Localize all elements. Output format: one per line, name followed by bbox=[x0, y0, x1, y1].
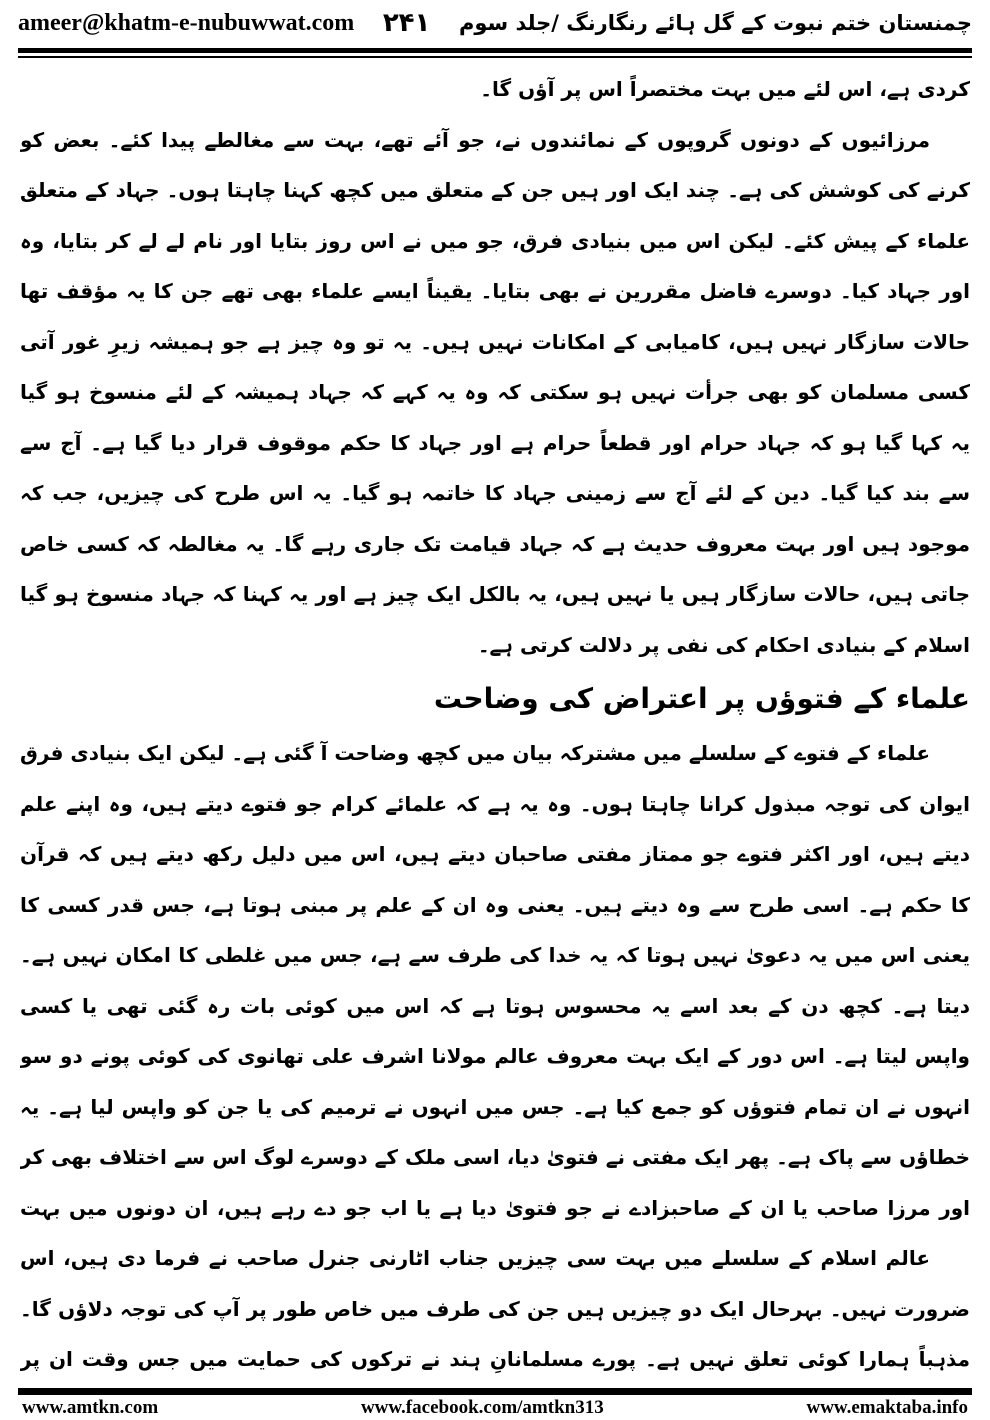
text-line: کردی ہے، اس لئے میں بہت مختصراً اس پر آؤں گا۔ bbox=[480, 77, 970, 101]
text-line: حالات سازگار نہیں ہیں، کامیابی کے امکانات نہیں ہیں۔ یہ تو وہ چیز ہے جو ہمیشہ زیرِ غور آتی bbox=[20, 329, 970, 354]
text-line: کسی مسلمان کو بھی جرأت نہیں ہو سکتی کہ وہ یہ کہے کہ جہاد ہمیشہ کے لئے منسوخ ہو گیا bbox=[20, 380, 970, 404]
text-line: سے بند کیا گیا۔ دین کے لئے آج سے زمینی جہاد کا خاتمہ ہو گیا۔ یہ اس طرح کی چیزیں، جب کہ bbox=[20, 481, 970, 505]
text-line: کا حکم ہے۔ اسی طرح سے وہ دیتے ہیں۔ یعنی وہ ان کے علم پر مبنی ہوتا ہے، جس قدر کسی کا bbox=[20, 892, 970, 917]
text-line: واپس لیتا ہے۔ اس دور کے ایک بہت معروف عالم مولانا اشرف علی تھانوی کی کوئی پونے دو سو bbox=[20, 1044, 970, 1068]
footer-link-emaktaba[interactable]: www.emaktaba.info bbox=[806, 1397, 968, 1418]
page-footer bbox=[22, 1396, 968, 1420]
header-email: ameer@khatm-e-nubuwwat.com bbox=[18, 9, 355, 36]
footer-link-website[interactable]: www.amtkn.com bbox=[22, 1397, 159, 1418]
book-title: چمنستان ختم نبوت کے گل ہائے رنگارنگ /جلد سوم bbox=[458, 11, 972, 35]
text-line: ضرورت نہیں۔ بہرحال ایک دو چیزیں ہیں جن کی طرف میں خاص طور پر آپ کی توجہ دلاؤں گا۔ bbox=[20, 1296, 970, 1321]
text-line: دیتے ہیں، اور اکثر فتوے جو ممتاز مفتی صاحبان دیتے ہیں، اس میں دلیل رکھ دیتے ہیں کہ قرآن bbox=[20, 842, 970, 866]
text-line: علماء کے پیش کئے۔ لیکن اس میں بنیادی فرق، جو میں نے اس روز بتایا اور نام لے لے کر بتایا، وہ bbox=[20, 228, 970, 253]
section-heading: علماء کے فتوؤں پر اعتراض کی وضاحت bbox=[433, 682, 970, 715]
footer-link-facebook[interactable]: www.facebook.com/amtkn313 bbox=[360, 1397, 604, 1418]
text-line: جاتی ہیں، حالات سازگار ہیں یا نہیں ہیں، یہ بالکل ایک چیز ہے اور یہ کہنا کہ جہاد منسوخ ہو گیا bbox=[20, 582, 970, 606]
text-line: عالم اسلام کے سلسلے میں بہت سی چیزیں جناب اٹارنی جنرل صاحب نے فرما دی ہیں، اس bbox=[20, 1246, 930, 1270]
text-line: اسلام کے بنیادی احکام کی نفی پر دلالت کرتی ہے۔ bbox=[477, 632, 970, 657]
page-number: ۲۴۱ bbox=[382, 8, 431, 38]
text-line: مرزائیوں کے دونوں گروپوں کے نمائندوں نے، جو آئے تھے، بہت سے مغالطے پیدا کئے۔ بعض کو bbox=[20, 127, 930, 152]
text-line: یعنی اس میں یہ دعویٰ نہیں ہوتا کہ یہ خدا کی طرف سے ہے، جس میں غلطی کا امکان نہیں ہے۔ bbox=[20, 943, 970, 967]
text-line: خطاؤں سے پاک ہے۔ پھر ایک مفتی نے فتویٰ دیا، اسی ملک کے دوسرے لوگ اس سے اختلاف بھی کر bbox=[20, 1145, 970, 1169]
text-line: اور جہاد کیا۔ دوسرے فاضل مقررین نے بھی بتایا۔ یقیناً ایسے علماء بھی تھے جن کا یہ مؤقف تھا bbox=[20, 279, 970, 303]
header-rule-thin bbox=[18, 56, 972, 58]
text-line: کرنے کی کوشش کی ہے۔ چند ایک اور ہیں جن کے متعلق میں کچھ کہنا چاہتا ہوں۔ جہاد کے متعلق bbox=[20, 178, 970, 202]
header-rule-thick bbox=[18, 48, 972, 53]
text-line: علماء کے فتوے کے سلسلے میں مشترکہ بیان میں کچھ وضاحت آ گئی ہے۔ لیکن ایک بنیادی فرق bbox=[20, 741, 930, 765]
page-body bbox=[20, 64, 970, 1385]
text-line: ایوان کی توجہ مبذول کرانا چاہتا ہوں۔ وہ یہ ہے کہ علمائے کرام جو فتوے دیتے ہیں، وہ اپنے علم bbox=[20, 791, 970, 816]
page-header bbox=[18, 0, 972, 46]
text-line: اور مرزا صاحب یا ان کے صاحبزادے نے جو فتویٰ دیا ہے یا اب جو دے رہے ہیں، ان دونوں میں بہت bbox=[20, 1195, 970, 1220]
text-line: موجود ہیں اور بہت معروف حدیث ہے کہ جہاد قیامت تک جاری رہے گا۔ یہ مغالطہ کہ کسی خاص bbox=[20, 531, 970, 556]
text-line: انہوں نے ان تمام فتوؤں کو جمع کیا ہے۔ جس میں انہوں نے ترمیم کی یا جن کو واپس لیا ہے۔ یہ bbox=[20, 1094, 970, 1119]
text-line: یہ کہا گیا ہو کہ جہاد حرام اور قطعاً حرام ہے اور جہاد کا حکم موقوف قرار دیا گیا ہے۔ آج سے bbox=[20, 430, 970, 455]
text-line: مذہباً ہمارا کوئی تعلق نہیں ہے۔ پورے مسلمانانِ ہند نے ترکوں کی حمایت میں جس وقت ان پر bbox=[20, 1347, 970, 1371]
text-line: دیتا ہے۔ کچھ دن کے بعد اسے یہ محسوس ہوتا ہے کہ اس میں کوئی بات رہ گئی تھی یا کسی bbox=[20, 993, 970, 1018]
footer-rule bbox=[18, 1388, 972, 1395]
